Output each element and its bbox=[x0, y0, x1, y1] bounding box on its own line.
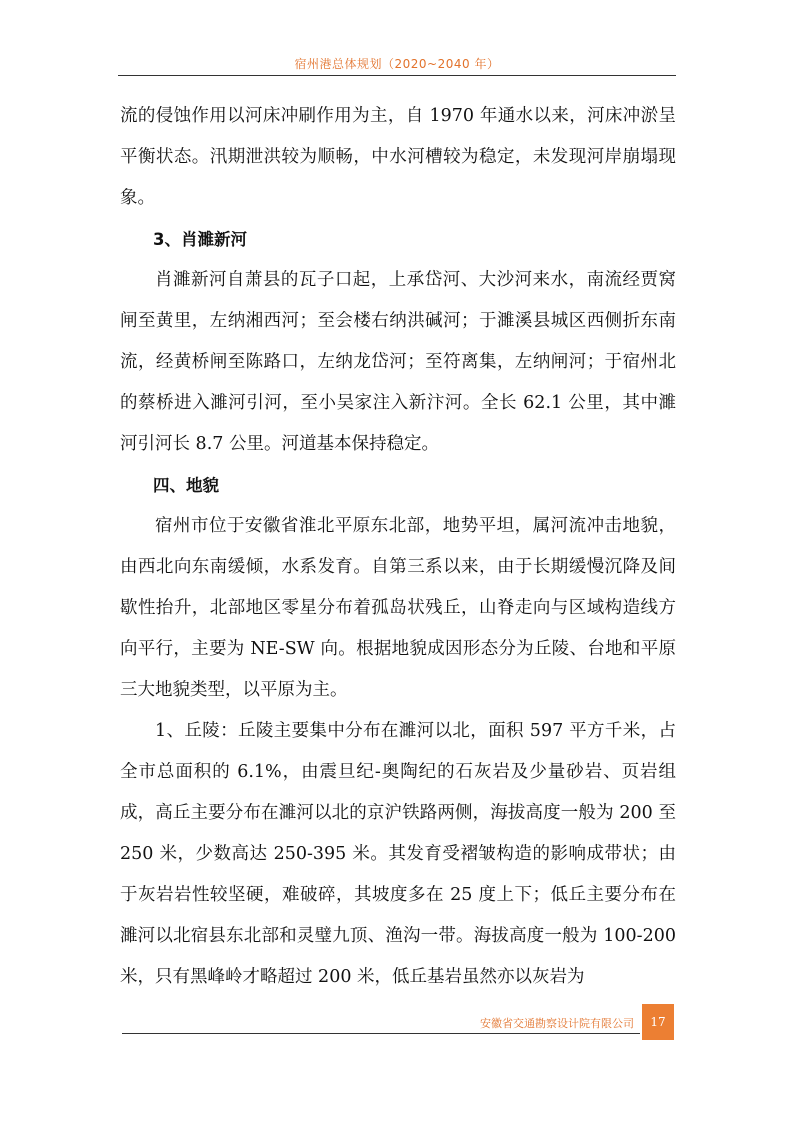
section-heading-xiaosui-river: 3、肖濉新河 bbox=[153, 230, 247, 249]
document-body bbox=[120, 96, 676, 998]
paragraph-xiaosui-river: 肖濉新河自萧县的瓦子口起，上承岱河、大沙河来水，南流经贾窝闸至黄里，左纳湘西河；至会楼右纳洪碱河；于濉溪县城区西侧折东南流，经黄桥闸至陈路口，左纳龙岱河；至符离集，左纳闸河；于宿州北的蔡桥进入濉河引河，至小吴家注入新汴河。全长 62.1 公里，其中濉河引河长 8.7 公里。河道基本保持稳定。 bbox=[120, 270, 676, 454]
paragraph-continuation: 流的侵蚀作用以河床冲刷作用为主，自 1970 年通水以来，河床冲淤呈平衡状态。汛期泄洪较为顺畅，中水河槽较为稳定，未发现河岸崩塌现象。 bbox=[120, 106, 676, 208]
footer-company-name: 安徽省交通勘察设计院有限公司 bbox=[480, 1017, 634, 1030]
section-heading-landform: 四、地貌 bbox=[153, 476, 219, 495]
header-divider bbox=[118, 75, 676, 76]
footer-divider bbox=[122, 1033, 640, 1034]
running-header-title: 宿州港总体规划（2020~2040 年） bbox=[294, 57, 500, 71]
paragraph-landform-overview: 宿州市位于安徽省淮北平原东北部，地势平坦，属河流冲击地貌，由西北向东南缓倾，水系发育。自第三系以来，由于长期缓慢沉降及间歇性抬升，北部地区零星分布着孤岛状残丘，山脊走向与区域构造线方向平行，主要为 NE-SW 向。根据地貌成因形态分为丘陵、台地和平原三大地貌类型，以平原为主。 bbox=[120, 516, 676, 700]
paragraph-hills: 1、丘陵：丘陵主要集中分布在濉河以北，面积 597 平方千米，占全市总面积的 6.1%，由震旦纪-奥陶纪的石灰岩及少量砂岩、页岩组成，高丘主要分布在濉河以北的京沪铁路两侧，海拔高度一般为 200 至 250 米，少数高达 250-395 米。其发育受褶皱构造的影响成带状；由于灰岩岩性较坚硬，难破碎，其坡度多在 25 度上下；低丘主要分布在濉河以北宿县东北部和灵璧九顶、渔沟一带。海拔高度一般为 100-200 米，只有黑峰岭才略超过 200 米，低丘基岩虽然亦以灰岩为 bbox=[120, 721, 676, 987]
page-number: 17 bbox=[642, 1004, 674, 1040]
